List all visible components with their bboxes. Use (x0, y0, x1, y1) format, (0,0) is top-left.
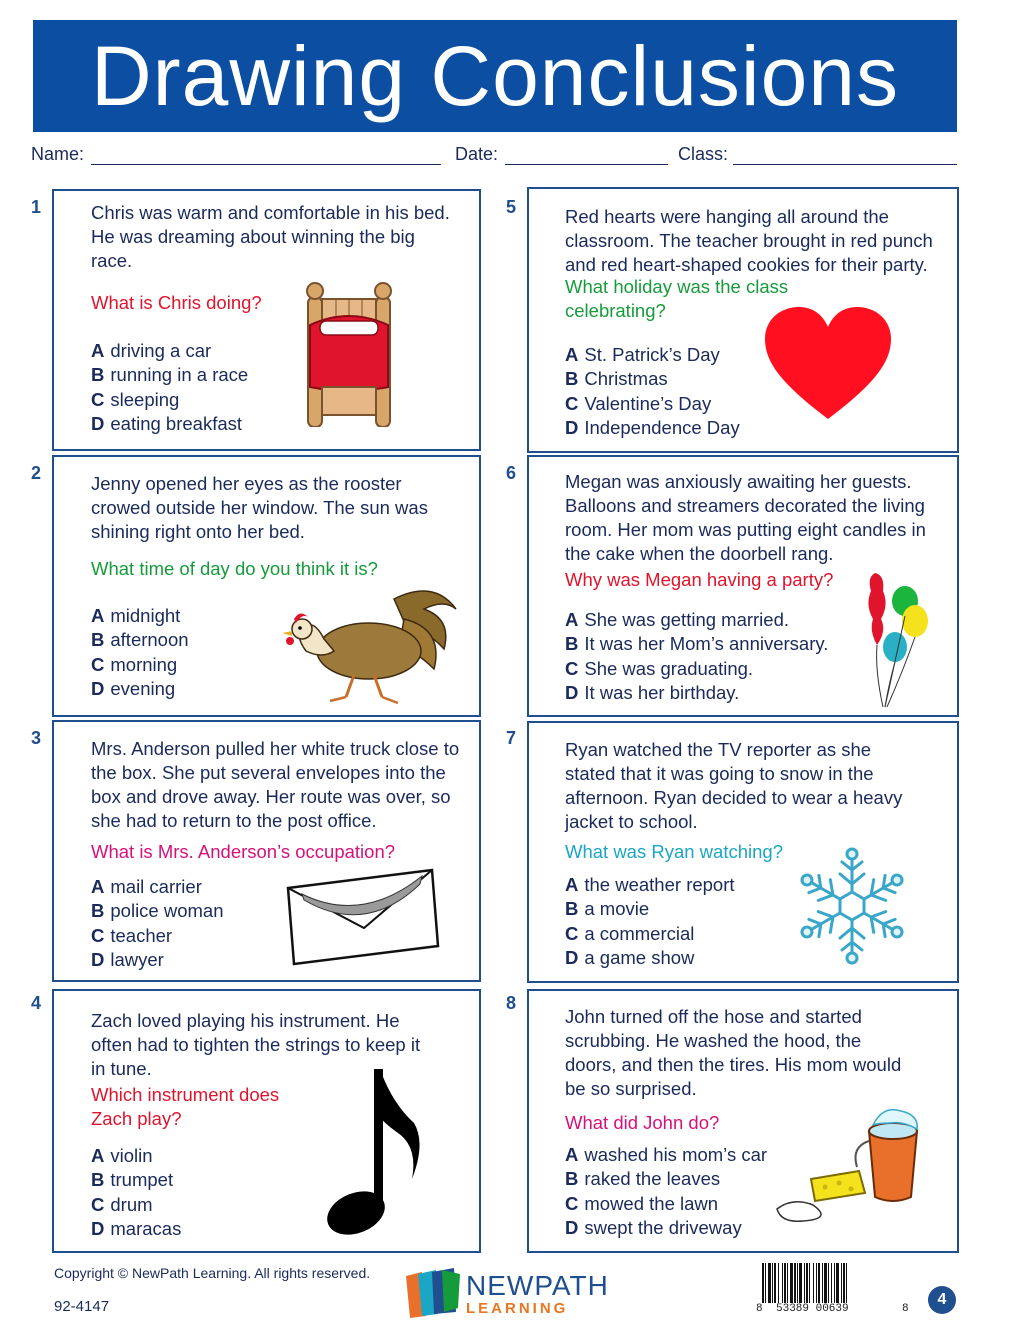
card-number: 7 (506, 728, 517, 748)
option-b[interactable]: B a movie (565, 898, 650, 920)
option-a[interactable]: A St. Patrick’s Day (565, 344, 720, 365)
card-number: 5 (506, 197, 517, 217)
passage: Mrs. Anderson pulled her white truck close to the box. She put several envelopes into the box and drove away. Her route was over, so she had to return to the post office. (91, 738, 460, 831)
date-line[interactable] (505, 164, 668, 165)
option-a[interactable]: A the weather report (565, 874, 735, 895)
question: What was Ryan watching? (565, 841, 783, 862)
barcode-icon (758, 1263, 918, 1303)
option-a[interactable]: A mail carrier (91, 876, 202, 897)
option-d[interactable]: D maracas (91, 1217, 182, 1239)
card-number: 8 (506, 993, 517, 1013)
page-title: Drawing Conclusions (90, 29, 900, 123)
logo-book-icon (402, 1268, 462, 1320)
option-c[interactable]: C drum (91, 1193, 153, 1215)
barcode-right: 8 (902, 1303, 909, 1315)
card-number: 6 (506, 463, 517, 483)
answer-options (565, 343, 740, 440)
option-d[interactable]: D lawyer (91, 948, 164, 970)
option-b[interactable]: B running in a race (91, 364, 249, 386)
question: What time of day do you think it is? (91, 558, 378, 579)
question: Why was Megan having a party? (565, 569, 834, 590)
heart-icon (763, 305, 893, 423)
option-d[interactable]: D Independence Day (565, 416, 740, 438)
card-number: 1 (31, 197, 42, 217)
name-label: Name: (31, 144, 85, 164)
option-c[interactable]: C Valentine’s Day (565, 392, 712, 414)
option-c[interactable]: C mowed the lawn (565, 1192, 719, 1214)
answer-options (91, 604, 189, 701)
answer-options (91, 1144, 181, 1241)
bed-icon (300, 277, 398, 427)
barcode-digits: 53389 00639 (776, 1303, 849, 1315)
option-c[interactable]: C sleeping (91, 388, 180, 410)
product-code: 92-4147 (54, 1298, 110, 1315)
option-b[interactable]: B It was her Mom’s anniversary. (565, 633, 829, 655)
answer-options (565, 873, 735, 970)
question-card-1 (52, 189, 481, 451)
name-line[interactable] (91, 164, 441, 165)
page-number-badge: 4 (928, 1286, 956, 1314)
rooster-icon (274, 579, 464, 709)
question-card-8 (527, 989, 959, 1253)
newpath-logo (402, 1268, 622, 1320)
option-b[interactable]: B trumpet (91, 1169, 174, 1191)
option-c[interactable]: C teacher (91, 924, 173, 946)
answer-options (565, 1143, 767, 1240)
option-a[interactable]: A driving a car (91, 340, 212, 361)
question: What is Mrs. Anderson’s occupation? (91, 841, 396, 862)
option-d[interactable]: D eating breakfast (91, 412, 243, 434)
passage: John turned off the hose and started scrubbing. He washed the hood, the doors, and then the tires. His mom would be so surprised. (565, 1006, 902, 1099)
answer-options (91, 875, 224, 972)
answer-options (91, 339, 248, 436)
question: Which instrument does Zach play? (91, 1084, 280, 1129)
card-number: 4 (31, 993, 42, 1013)
option-b[interactable]: B police woman (91, 900, 224, 922)
option-a[interactable]: A midnight (91, 605, 181, 626)
question-card-2 (52, 455, 481, 717)
bucket-sponge-icon (773, 1101, 927, 1225)
option-c[interactable]: C morning (91, 653, 178, 675)
title-banner (33, 20, 957, 132)
option-d[interactable]: D a game show (565, 946, 695, 968)
card-number: 3 (31, 728, 42, 748)
question-card-5 (527, 187, 959, 453)
passage: Megan was anxiously awaiting her guests. Balloons and streamers decorated the living room. Her mom was putting eight candles in the cake when the doorbell rang. (565, 471, 926, 564)
passage: Chris was warm and comfortable in his bed. He was dreaming about winning the big race. (91, 202, 450, 271)
passage: Red hearts were hanging all around the classroom. The teacher brought in red punch and red heart-shaped cookies for their party. (565, 206, 933, 275)
option-a[interactable]: A washed his mom’s car (565, 1144, 768, 1165)
question: What holiday was the class celebrating? (565, 276, 789, 321)
option-d[interactable]: D It was her birthday. (565, 681, 740, 703)
date-label: Date: (455, 144, 499, 164)
option-b[interactable]: B Christmas (565, 368, 668, 390)
option-a[interactable]: A violin (91, 1145, 153, 1166)
logo-text-top: NEWPATH (466, 1270, 609, 1301)
card-number: 2 (31, 463, 42, 483)
question: What did John do? (565, 1112, 720, 1133)
snowflake-icon (797, 843, 907, 969)
question-card-7 (527, 721, 959, 983)
option-b[interactable]: B afternoon (91, 629, 189, 651)
answer-options (565, 608, 828, 705)
music-note-icon (322, 1063, 422, 1243)
option-d[interactable]: D evening (91, 677, 176, 699)
question: What is Chris doing? (91, 292, 262, 313)
class-label: Class: (678, 144, 729, 164)
option-c[interactable]: C She was graduating. (565, 657, 754, 679)
option-c[interactable]: C a commercial (565, 922, 695, 944)
copyright: Copyright © NewPath Learning. All rights reserved. (54, 1265, 371, 1281)
passage: Zach loved playing his instrument. He often had to tighten the strings to keep it in tune. (91, 1010, 421, 1079)
option-d[interactable]: D swept the driveway (565, 1216, 742, 1238)
passage: Jenny opened her eyes as the rooster crowed outside her window. The sun was shining right onto her bed. (91, 473, 428, 542)
class-line[interactable] (733, 164, 957, 165)
student-info-fields (31, 144, 957, 168)
passage: Ryan watched the TV reporter as she stated that it was going to snow in the afternoon. Ryan decided to wear a heavy jacket to school. (565, 739, 903, 832)
question-card-6 (527, 455, 959, 717)
question-card-4 (52, 989, 481, 1253)
option-b[interactable]: B raked the leaves (565, 1168, 721, 1190)
logo-text-bottom: LEARNING (466, 1300, 569, 1317)
envelope-icon (282, 866, 442, 968)
barcode-left: 8 (756, 1303, 763, 1315)
question-card-3 (52, 720, 481, 982)
balloons-icon (859, 571, 935, 711)
option-a[interactable]: A She was getting married. (565, 609, 790, 630)
